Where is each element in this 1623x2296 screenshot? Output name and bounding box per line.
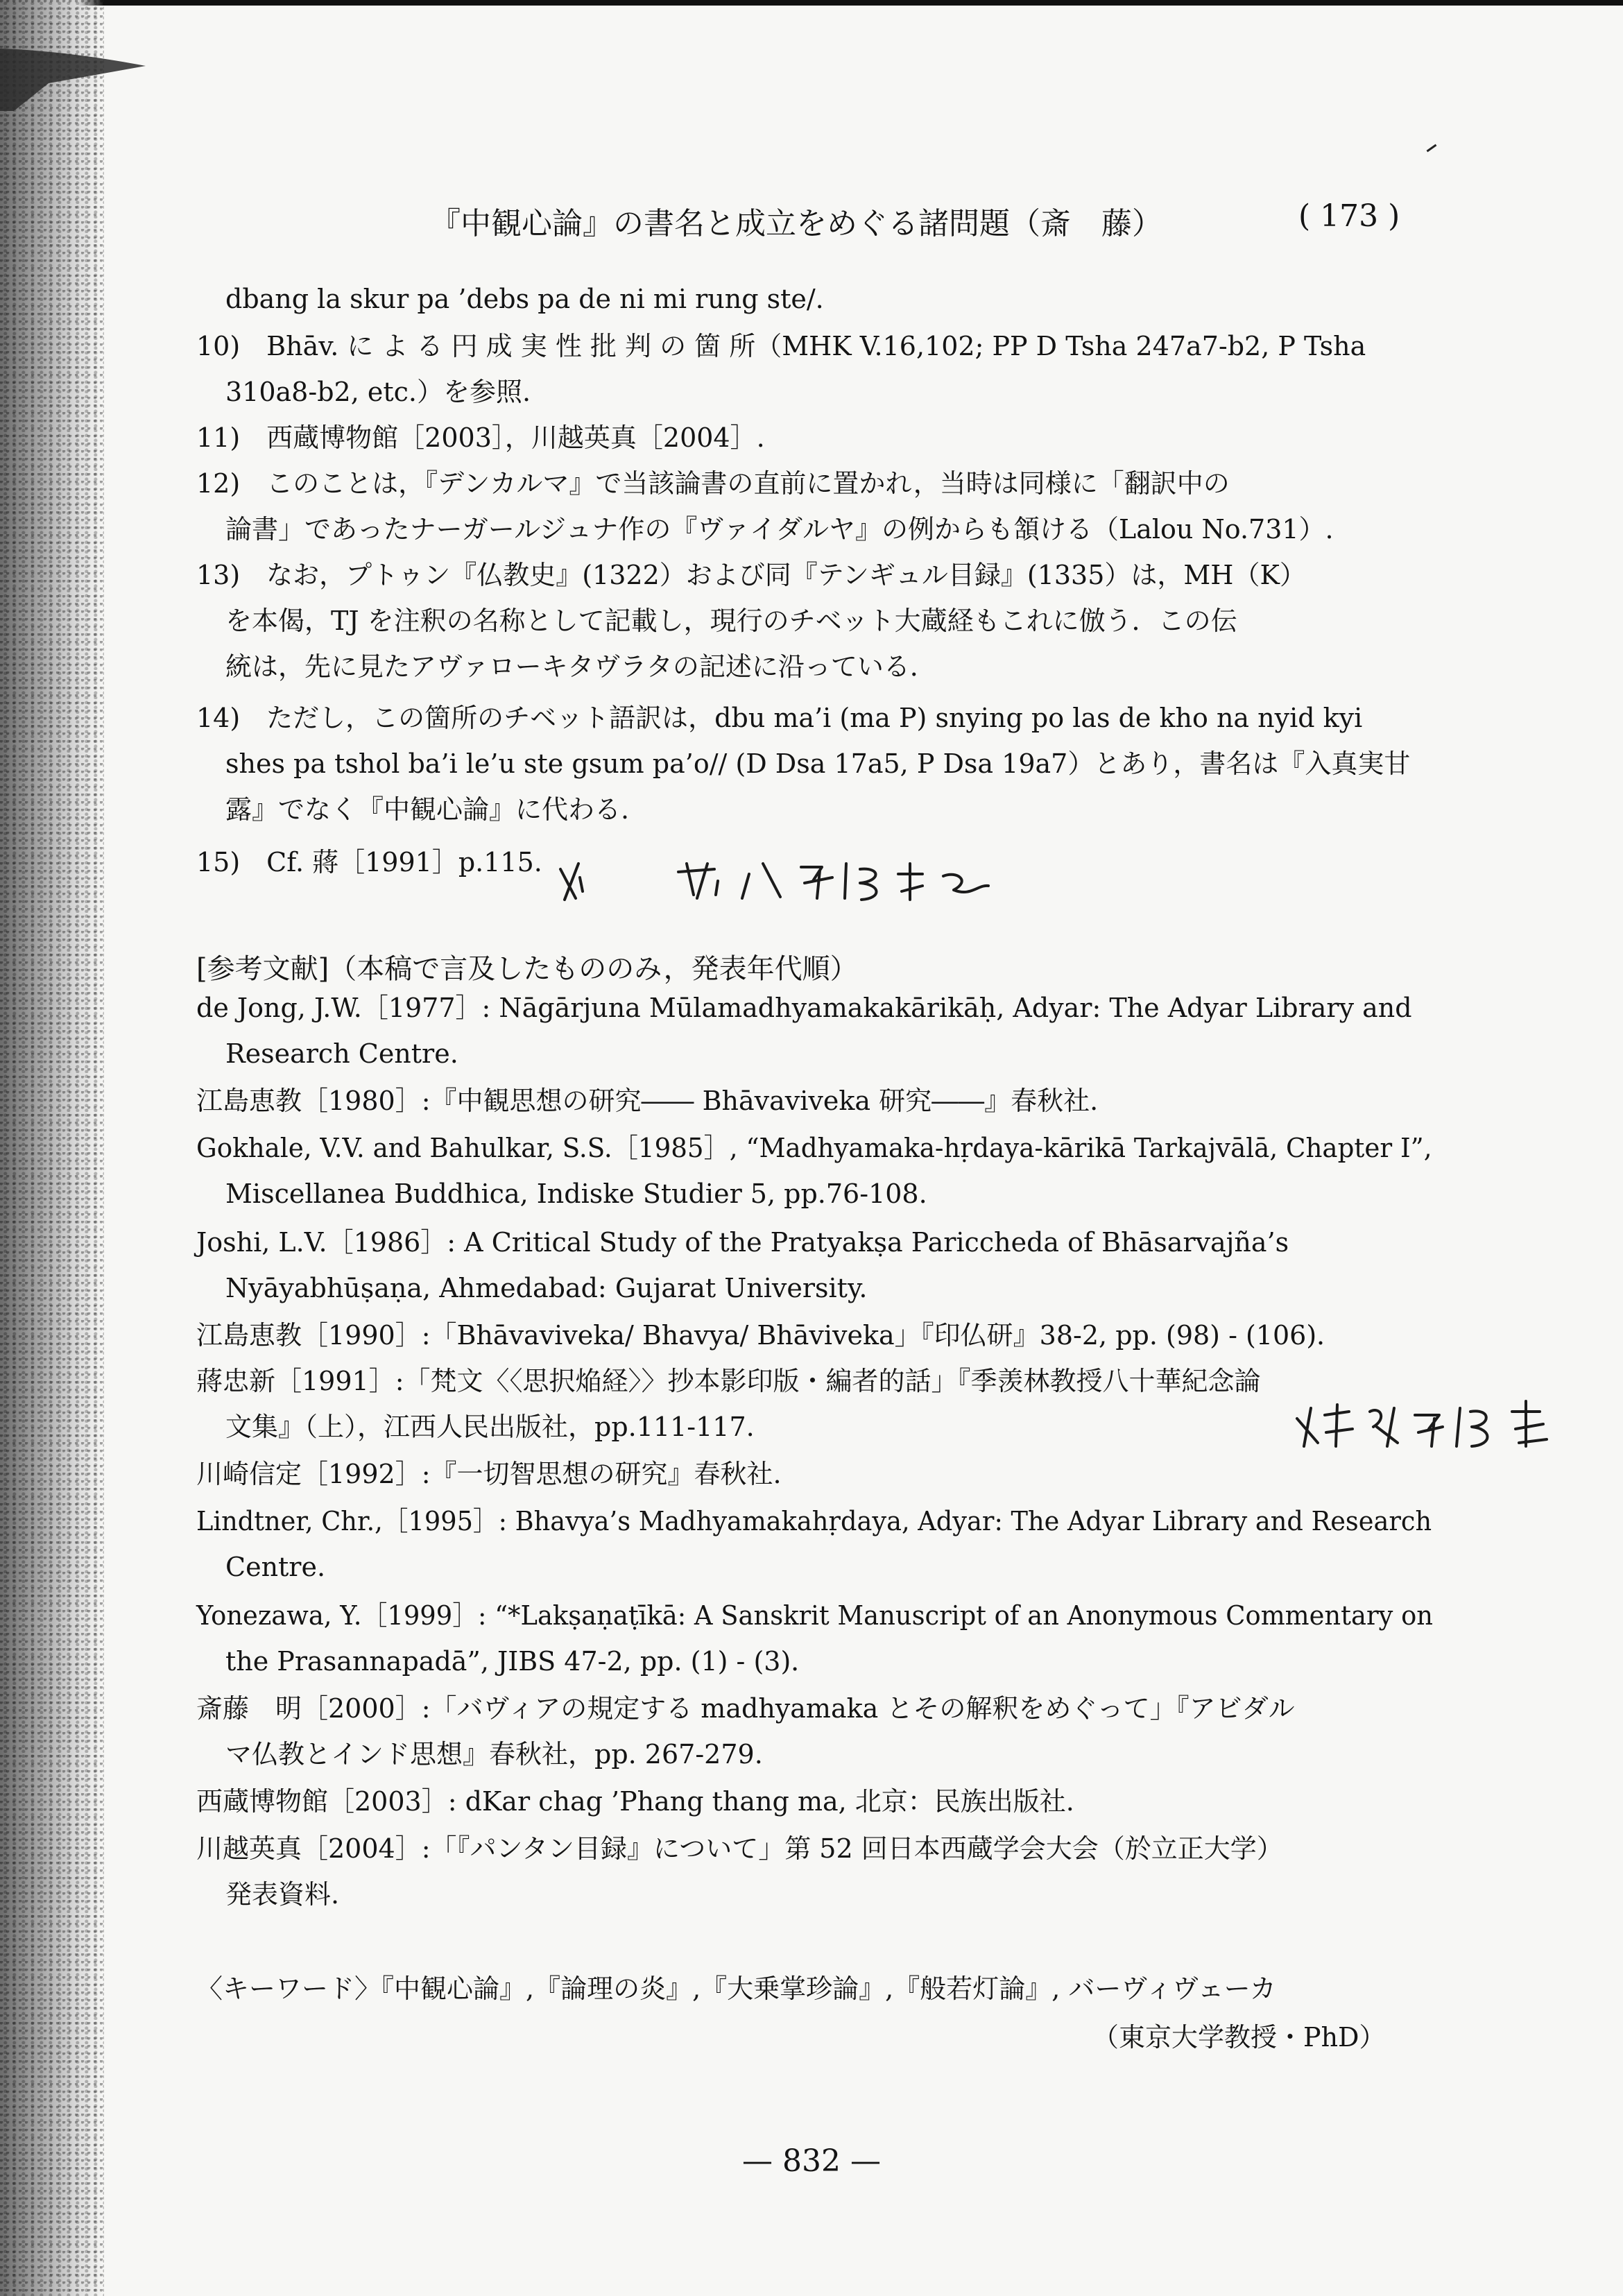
note-line: 14) ただし，この箇所のチベット語訳は，dbu ma’i (ma P) snying po las de kho na nyid kyi [196,703,1363,733]
reference-line: Research Centre. [225,1038,458,1069]
note-line: 論書」であったナーガールジュナ作の『ヴァイダルヤ』の例からも頷ける（Lalou No.731）. [225,514,1334,545]
reference-line: 発表資料. [225,1879,340,1910]
reference-line: 蔣忠新［1991］:「梵文〈〈思択焔経〉〉抄本影印版・編者的話」『季羡林教授八十華紀念論 [196,1366,1261,1396]
reference-line: Nyāyabhūṣaṇa, Ahmedabad: Gujarat University. [225,1273,868,1303]
reference-line: Joshi, L.V.［1986］: A Critical Study of the Pratyakṣa Pariccheda of Bhāsarvajña’s [196,1227,1289,1258]
keywords: 〈キーワード〉『中観心論』,『論理の炎』,『大乗掌珍論』,『般若灯論』, バーヴィヴェーカ [196,1973,1276,2004]
running-header [0,198,1623,240]
handwritten-annotation [555,843,1027,912]
reference-line: 川崎信定［1992］:『一切智思想の研究』春秋社. [196,1459,782,1489]
reference-line: Yonezawa, Y.［1999］: “*Lakṣaṇaṭīkā: A Sanskrit Manuscript of an Anonymous Commentary on [196,1600,1434,1631]
note-line: 露』でなく『中観心論』に代わる. [225,794,630,825]
reference-line: de Jong, J.W.［1977］: Nāgārjuna Mūlamadhyamakakārikāḥ, Adyar: The Adyar Library and [196,993,1412,1023]
reference-line: 文集』（上），江西人民出版社，pp.111-117. [225,1412,755,1442]
reference-line: 江島恵教［1980］:『中観思想の研究―― Bhāvaviveka 研究――』春秋社. [196,1086,1099,1116]
binding-shadow [0,0,104,2296]
page-number: ( 173 ) [1298,198,1400,234]
note-line: 15) Cf. 蔣［1991］p.115. [196,847,542,877]
reference-line: 江島恵教［1990］:「Bhāvaviveka/ Bhavya/ Bhāviveka」『印仏研』38-2, pp. (98) - (106)． [196,1320,1343,1351]
handwritten-annotation [1290,1377,1568,1460]
top-border [0,0,1623,6]
binding-mark [0,35,153,118]
reference-line: the Prasannapadā”, JIBS 47-2, pp. (1) - (3)． [225,1646,818,1677]
note-line: 13) なお，プトゥン『仏教史』(1322）および同『テンギュル目録』(1335）は，MH（K） [196,560,1306,590]
reference-line: Gokhale, V.V. and Bahulkar, S.S.［1985］, “Madhyamaka-hṛdaya-kārikā Tarkajvālā, Chapter I”, [196,1133,1432,1163]
note-line: shes pa tshol ba’i le’u ste gsum pa’o// (D Dsa 17a5, P Dsa 19a7）とあり，書名は『入真実甘 [225,748,1411,779]
note-line: 11) 西蔵博物館［2003］，川越英真［2004］. [196,422,765,453]
reference-line: Miscellanea Buddhica, Indiske Studier 5, pp.76-108. [225,1179,927,1209]
reference-line: 斎藤 明［2000］:「バヴィアの規定する madhyamaka とその解釈をめぐって」『アビダル [196,1693,1295,1724]
reference-line: マ仏教とインド思想』春秋社，pp. 267-279. [225,1739,763,1770]
reference-line: 川越英真［2004］:「『パンタン目録』について」第 52 回日本西蔵学会大会（於立正大学） [196,1833,1283,1864]
note-line: 10) Bhāv. に よ る 円 成 実 性 批 判 の 箇 所（MHK V.16,102; PP D Tsha 247a7-b2, P Tsha [196,331,1366,361]
note-line: を本偈，TJ を注釈の名称として記載し，現行のチベット大蔵経もこれに倣う．この伝 [225,606,1237,636]
reference-line: Lindtner, Chr.,［1995］: Bhavya’s Madhyamakahṛdaya, Adyar: The Adyar Library and Research [196,1506,1432,1536]
note-line: dbang la skur pa ’debs pa de ni mi rung ste/. [225,284,824,314]
page-footer: — 832 — [742,2143,881,2179]
note-line: 12) このことは，『デンカルマ』で当該論書の直前に置かれ，当時は同様に「翻訳中の [196,468,1230,499]
stray-mark [1427,144,1437,153]
running-title: 『中観心論』の書名と成立をめぐる諸問題（斎 藤） [430,206,1162,241]
note-line: 統は，先に見たアヴァローキタヴラタの記述に沿っている． [225,651,936,682]
references-heading: [参考文献]（本稿で言及したもののみ，発表年代順） [196,953,858,985]
reference-line: 西蔵博物館［2003］: dKar chag ’Phang thang ma, 北京：民族出版社. [196,1786,1074,1817]
reference-line: Centre. [225,1552,326,1582]
note-line: 310a8-b2, etc.）を参照. [225,377,531,407]
author-affiliation: （東京大学教授・PhD） [1092,2022,1386,2053]
